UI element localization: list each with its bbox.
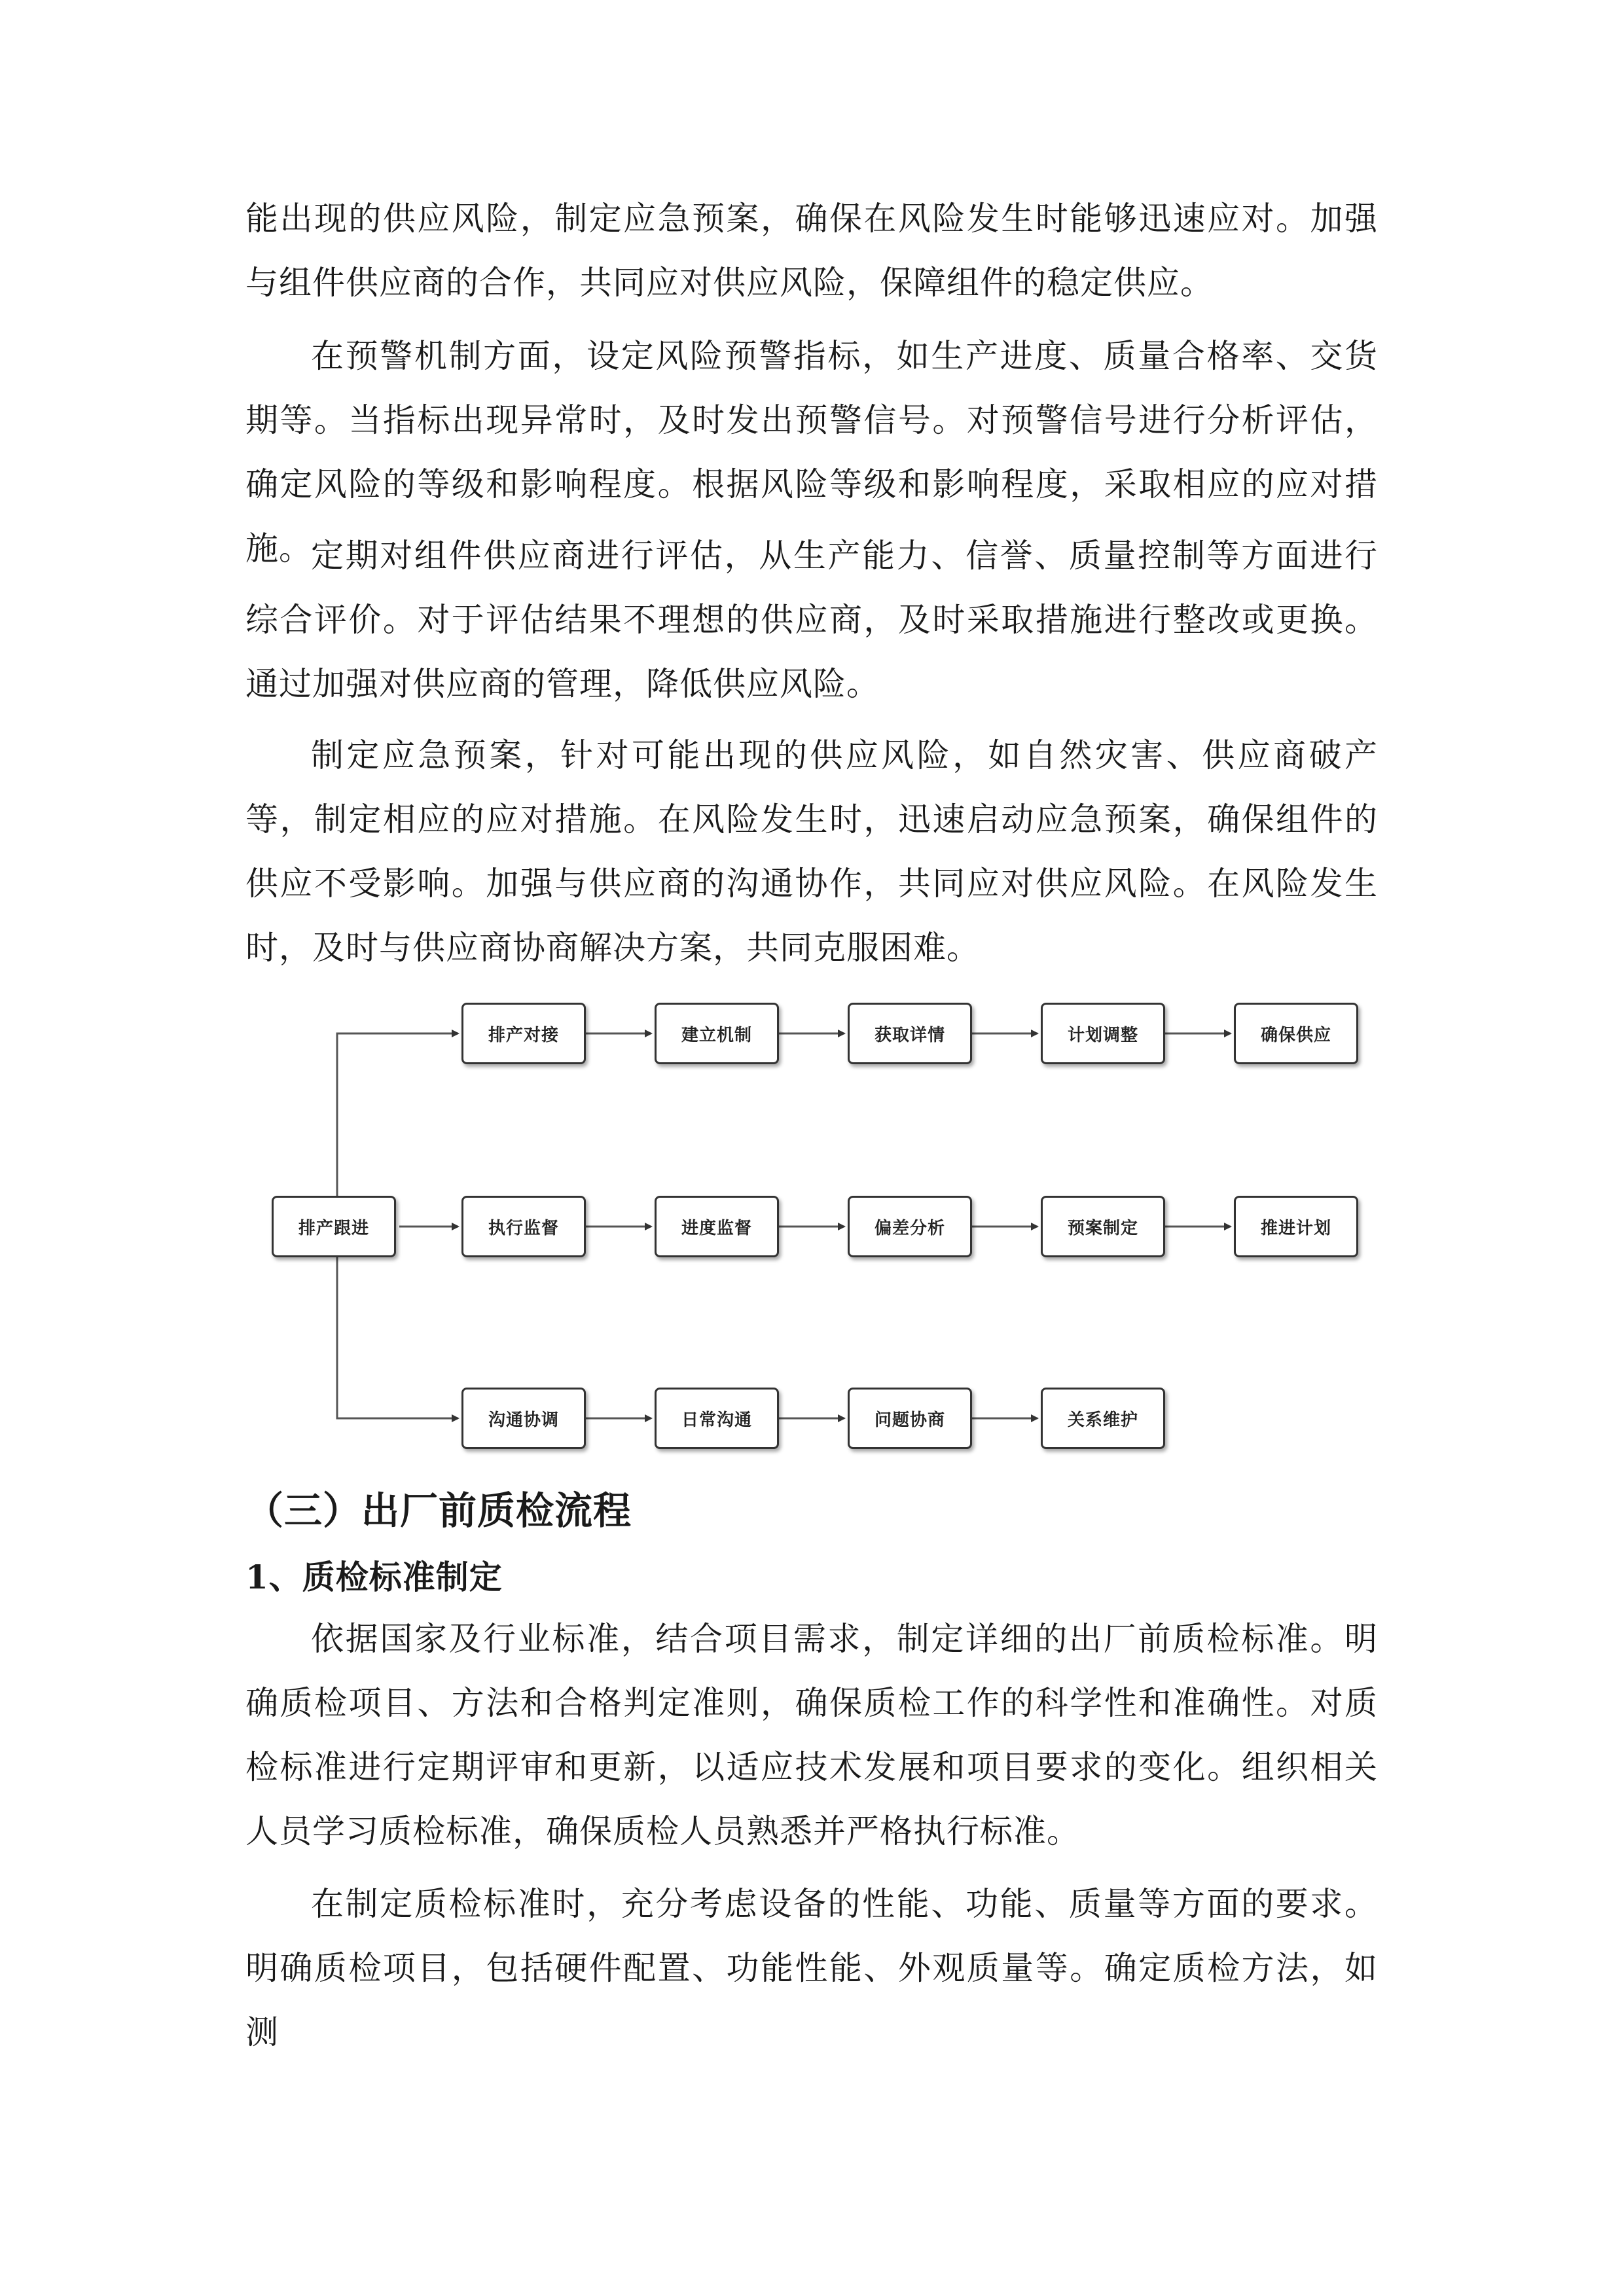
section-heading: （三）出厂前质检流程 xyxy=(245,1488,632,1533)
flow-node-row3-4: 关系维护 xyxy=(1041,1388,1165,1449)
paragraph-supplier-evaluation: 定期对组件供应商进行评估，从生产能力、信誉、质量控制等方面进行综合评价。对于评估结果不理想的供应商，及时采取措施进行整改或更换。通过加强对供应商的管理，降低供应风险。 xyxy=(245,537,1378,703)
paragraph-warning-mechanism: 在预警机制方面，设定风险预警指标，如生产进度、质量合格率、交货期等。当指标出现异常时，及时发出预警信号。对预警信号进行分析评估，确定风险的等级和影响程度。根据风险等级和影响程度，采取相应的应对措施。 xyxy=(245,337,1378,567)
flowchart-connectors xyxy=(262,982,1375,1440)
flow-node-row1-5: 确保供应 xyxy=(1234,1003,1358,1064)
flow-node-row2-4: 预案制定 xyxy=(1041,1196,1165,1257)
production-followup-flowchart xyxy=(262,982,1375,1440)
flow-node-row1-4: 计划调整 xyxy=(1041,1003,1165,1064)
branch-line-bottom xyxy=(337,1257,458,1418)
flow-node-row2-5: 推进计划 xyxy=(1234,1196,1358,1257)
flow-node-row2-1: 执行监督 xyxy=(461,1196,586,1257)
branch-line-top xyxy=(337,1033,458,1196)
paragraph-qc-items: 在制定质检标准时，充分考虑设备的性能、功能、质量等方面的要求。明确质检项目，包括硬件配置、功能性能、外观质量等。确定质检方法，如测 xyxy=(245,1885,1378,2051)
paragraph-supply-risk: 能出现的供应风险，制定应急预案，确保在风险发生时能够迅速应对。加强与组件供应商的合作，共同应对供应风险，保障组件的稳定供应。 xyxy=(245,200,1378,302)
paragraph-emergency-plan: 制定应急预案，针对可能出现的供应风险，如自然灾害、供应商破产等，制定相应的应对措施。在风险发生时，迅速启动应急预案，确保组件的供应不受影响。加强与供应商的沟通协作，共同应对供应风险。在风险发生时，及时与供应商协商解决方案，共同克服困难。 xyxy=(245,736,1378,967)
flow-node-row2-2: 进度监督 xyxy=(655,1196,779,1257)
flow-node-root: 排产跟进 xyxy=(272,1196,396,1257)
flow-node-row1-2: 建立机制 xyxy=(655,1003,779,1064)
flow-node-row1-3: 获取详情 xyxy=(848,1003,972,1064)
flow-node-row3-2: 日常沟通 xyxy=(655,1388,779,1449)
flow-node-row3-1: 沟通协调 xyxy=(461,1388,586,1449)
flow-node-row1-1: 排产对接 xyxy=(461,1003,586,1064)
flow-node-row2-3: 偏差分析 xyxy=(848,1196,972,1257)
flow-node-row3-3: 问题协商 xyxy=(848,1388,972,1449)
paragraph-qc-standards: 依据国家及行业标准，结合项目需求，制定详细的出厂前质检标准。明确质检项目、方法和合格判定准则，确保质检工作的科学性和准确性。对质检标准进行定期评审和更新，以适应技术发展和项目要求的变化。组织相关人员学习质检标准，确保质检人员熟悉并严格执行标准。 xyxy=(245,1620,1378,1850)
subsection-heading: 1、质检标准制定 xyxy=(245,1558,503,1596)
